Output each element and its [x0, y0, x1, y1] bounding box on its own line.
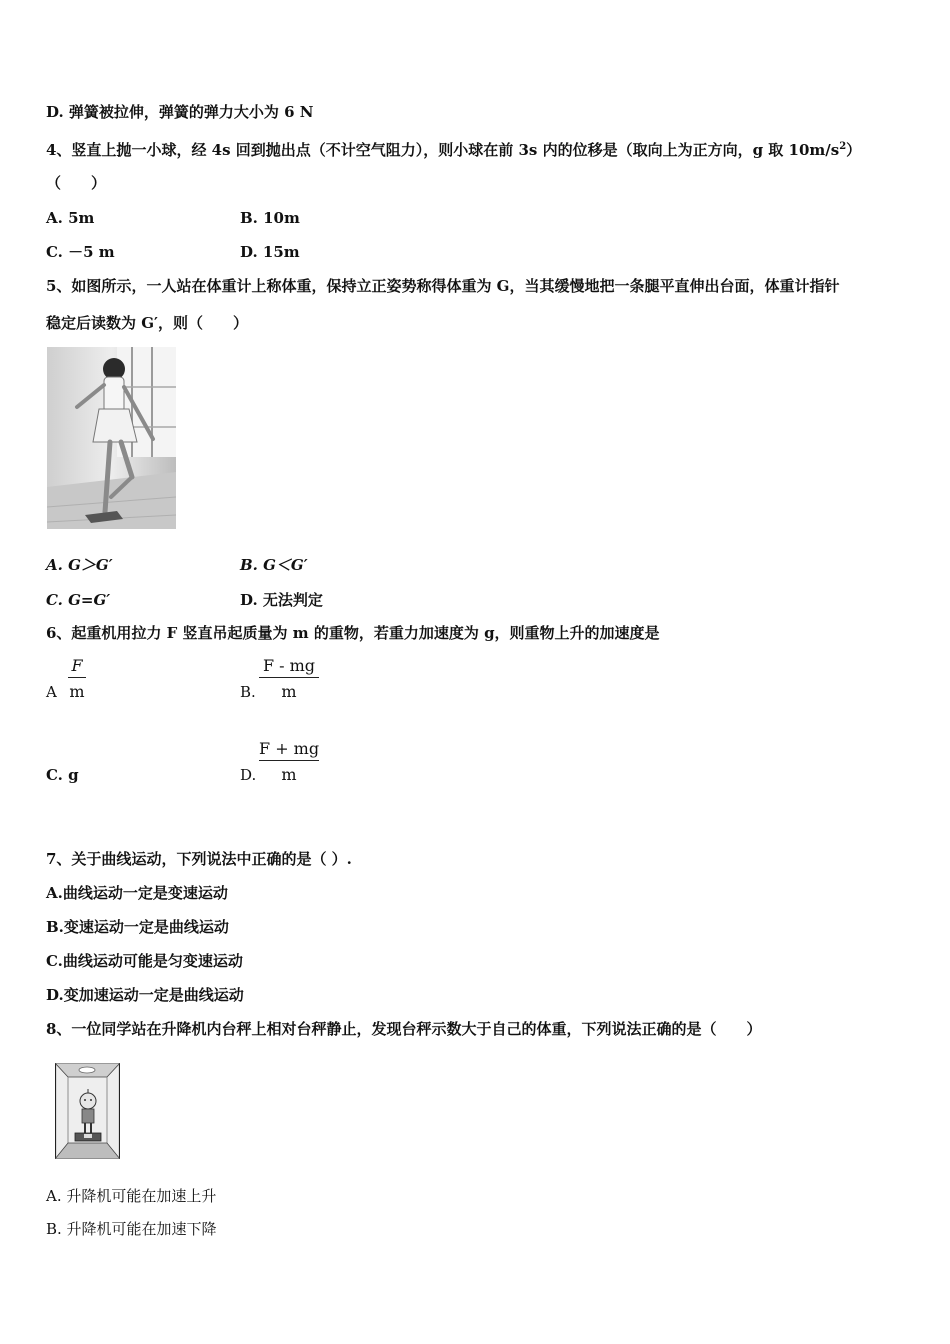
q8-option-a: A. 升降机可能在加速上升 — [46, 1187, 217, 1205]
q5-option-b: B. G＜G′ — [240, 556, 308, 574]
q8-stem: 8、一位同学站在升降机内台秤上相对台秤静止，发现台秤示数大于自己的体重，下列说法正确的是（ ） — [46, 1020, 762, 1038]
q6-option-a-denominator: m — [69, 682, 85, 701]
q6-option-d-denominator: m — [281, 765, 297, 784]
q7-option-d: D.变加速运动一定是曲线运动 — [46, 986, 244, 1004]
q4-option-d: D. 15m — [240, 243, 300, 261]
q8-elevator-scale-image — [55, 1063, 120, 1159]
q4-stem-sup: 2 — [839, 141, 847, 152]
q4-option-c: C. －5 m — [46, 243, 115, 261]
q4-stem-text: 4、竖直上抛一小球，经 4s 回到抛出点（不计空气阻力），则小球在前 3s 内的位移是（取向上为正方向，g 取 10m/s — [46, 141, 840, 159]
q6-stem: 6、起重机用拉力 F 竖直吊起质量为 m 的重物，若重力加速度为 g，则重物上升的加速度是 — [46, 624, 660, 642]
q6-option-b-numerator: F - mg — [262, 656, 316, 675]
q6-option-d-fraction-bar — [259, 760, 319, 761]
q6-option-d-label: D. — [240, 766, 257, 784]
q6-option-a-fraction — [68, 656, 86, 701]
q4-option-b: B. 10m — [240, 209, 300, 227]
q4-option-a: A. 5m — [46, 209, 95, 227]
q6-option-a-numerator: F — [71, 656, 83, 675]
q7-option-b: B.变速运动一定是曲线运动 — [46, 918, 229, 936]
q5-person-on-scale-image — [47, 347, 176, 529]
q4-stem — [46, 137, 861, 160]
q5-stem-line1: 5、如图所示，一人站在体重计上称体重，保持立正姿势称得体重为 G，当其缓慢地把一条腿平直伸出台面，体重计指针 — [46, 277, 840, 295]
q6-option-d-fraction — [259, 739, 319, 784]
q5-option-a: A. G＞G′ — [46, 556, 113, 574]
q4-paren: （ ） — [46, 174, 107, 192]
q3-option-d: D. 弹簧被拉伸，弹簧的弹力大小为 6 N — [46, 103, 314, 121]
q6-option-b-fraction — [259, 656, 319, 701]
q5-stem-line2: 稳定后读数为 G′，则（ ） — [46, 314, 248, 332]
q7-option-c: C.曲线运动可能是匀变速运动 — [46, 952, 243, 970]
q5-option-c: C. G=G′ — [46, 591, 111, 609]
q7-stem: 7、关于曲线运动，下列说法中正确的是（ ）. — [46, 850, 352, 868]
q8-option-b: B. 升降机可能在加速下降 — [46, 1220, 217, 1238]
q7-option-a: A.曲线运动一定是变速运动 — [46, 884, 228, 902]
q6-option-a-fraction-bar — [68, 677, 86, 678]
q6-option-a-label: A — [46, 683, 57, 701]
q6-option-b-denominator: m — [281, 682, 297, 701]
q6-option-b-label: B. — [240, 683, 256, 701]
q6-option-b-fraction-bar — [259, 677, 319, 678]
q6-option-d-numerator: F + mg — [259, 739, 320, 758]
q6-option-c: C. g — [46, 766, 79, 784]
q5-option-d: D. 无法判定 — [240, 591, 323, 609]
q4-stem-end: ） — [846, 141, 862, 159]
